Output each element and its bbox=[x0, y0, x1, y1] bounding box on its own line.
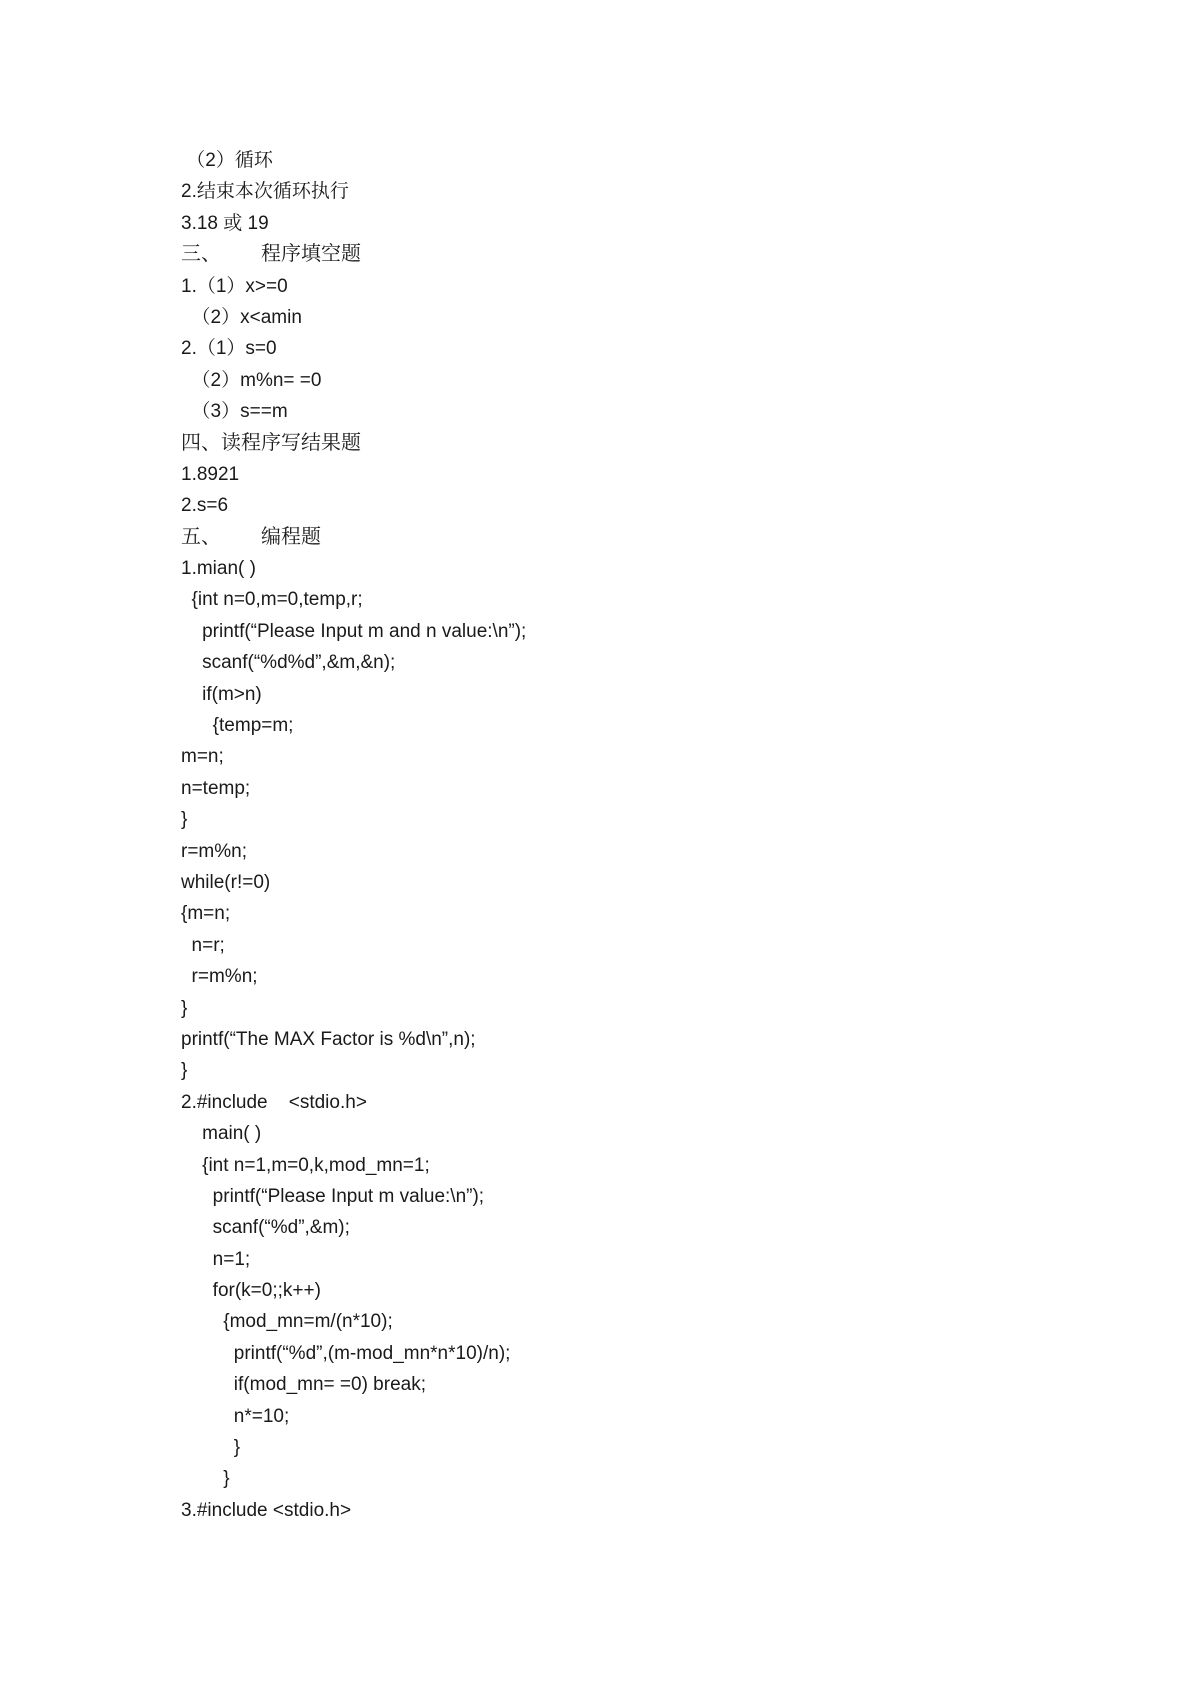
text-line: printf(“Please Input m and n value:\n”); bbox=[181, 620, 527, 642]
text-line: n=r; bbox=[181, 934, 225, 956]
document-body bbox=[181, 145, 526, 1526]
text-line: } bbox=[181, 997, 188, 1019]
text-line: if(m>n) bbox=[181, 683, 262, 705]
text-line: 2.s=6 bbox=[181, 495, 229, 517]
section-heading: 四、读程序写结果题 bbox=[181, 431, 361, 454]
text-line: } bbox=[181, 1468, 230, 1490]
text-line: n*=10; bbox=[181, 1405, 290, 1427]
text-line: {mod_mn=m/(n*10); bbox=[181, 1311, 393, 1333]
text-line: main( ) bbox=[181, 1123, 262, 1145]
text-line: {int n=1,m=0,k,mod_mn=1; bbox=[181, 1154, 430, 1176]
text-line: 3.18 或 19 bbox=[181, 212, 269, 234]
text-line: 1.mian( ) bbox=[181, 558, 256, 580]
text-line: while(r!=0) bbox=[181, 871, 271, 893]
section-heading: 五、 编程题 bbox=[181, 525, 321, 548]
text-line: printf(“The MAX Factor is %d\n”,n); bbox=[181, 1028, 476, 1050]
text-line: {m=n; bbox=[181, 903, 231, 925]
text-line: for(k=0;;k++) bbox=[181, 1280, 321, 1302]
text-line: m=n; bbox=[181, 746, 224, 768]
text-line: 2.（1）s=0 bbox=[181, 338, 277, 360]
text-line: } bbox=[181, 1437, 241, 1459]
text-line: n=1; bbox=[181, 1248, 251, 1270]
text-line: {temp=m; bbox=[181, 715, 294, 737]
text-line: n=temp; bbox=[181, 777, 251, 799]
text-line: （2）x<amin bbox=[181, 306, 302, 328]
text-line: 1.8921 bbox=[181, 463, 240, 485]
text-line: （2）m%n= =0 bbox=[181, 369, 322, 391]
text-line: 2.#include <stdio.h> bbox=[181, 1091, 367, 1113]
text-line: } bbox=[181, 809, 188, 831]
text-line: printf(“%d”,(m-mod_mn*n*10)/n); bbox=[181, 1342, 511, 1364]
section-heading: 三、 程序填空题 bbox=[181, 243, 361, 266]
text-line: scanf(“%d”,&m); bbox=[181, 1217, 350, 1239]
text-line: } bbox=[181, 1060, 188, 1082]
text-line: r=m%n; bbox=[181, 966, 258, 988]
text-line: scanf(“%d%d”,&m,&n); bbox=[181, 652, 396, 674]
text-line: （2）循环 bbox=[181, 150, 273, 171]
text-line: 1.（1）x>=0 bbox=[181, 275, 288, 297]
text-line: if(mod_mn= =0) break; bbox=[181, 1374, 426, 1396]
text-line: 3.#include <stdio.h> bbox=[181, 1499, 352, 1521]
text-line: r=m%n; bbox=[181, 840, 247, 862]
text-line: {int n=0,m=0,temp,r; bbox=[181, 589, 363, 611]
text-line: 2.结束本次循环执行 bbox=[181, 181, 349, 203]
text-line: （3）s==m bbox=[181, 401, 288, 423]
text-line: printf(“Please Input m value:\n”); bbox=[181, 1185, 485, 1207]
